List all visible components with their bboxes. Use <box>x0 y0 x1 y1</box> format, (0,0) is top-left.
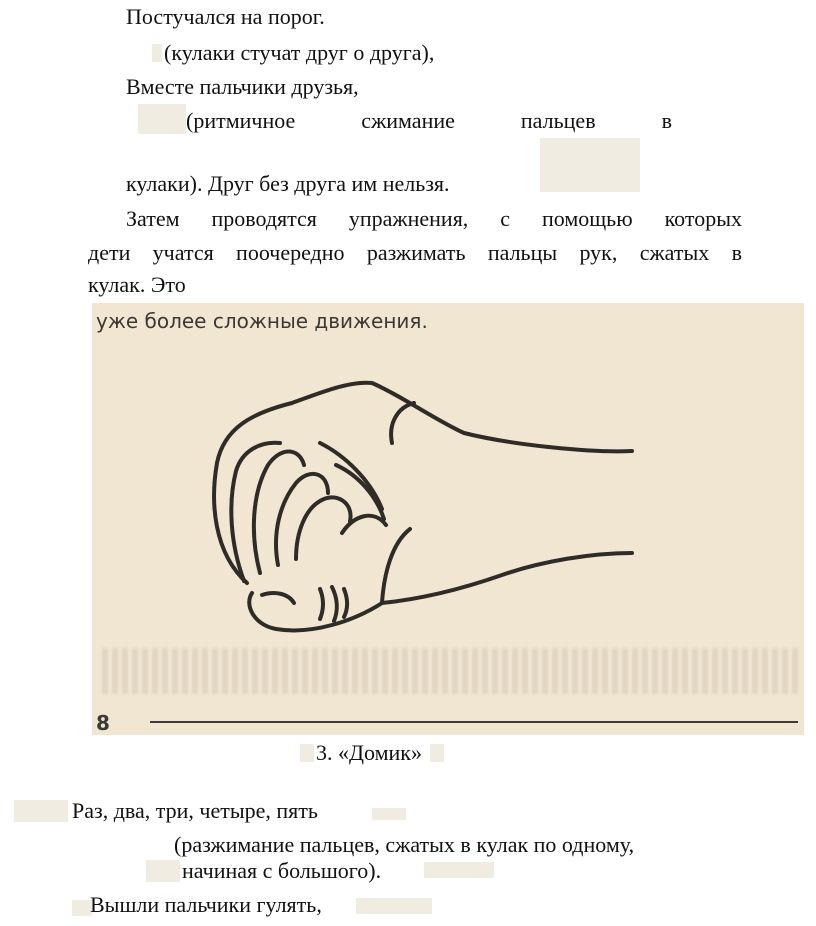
poem-line: Постучался на порог. <box>126 4 325 29</box>
poem-instruction: кулаки). Друг без друга им нельзя. <box>126 171 450 196</box>
poem-line: Раз, два, три, четыре, пять <box>72 798 318 823</box>
section-title: 3. «Домик» <box>316 740 422 765</box>
scan-smudge <box>300 744 314 762</box>
scan-smudge <box>138 104 186 134</box>
poem-line: Вышли пальчики гулять, <box>90 892 322 917</box>
poem-instruction: (кулаки стучат друг о друга), <box>164 40 435 65</box>
footer-rule <box>150 721 798 723</box>
page-number: 8 <box>96 711 110 735</box>
scan-smudge <box>356 898 432 914</box>
scan-smudge <box>430 744 444 762</box>
paragraph-line: кулак. Это <box>88 272 186 297</box>
scan-smudge <box>152 44 162 62</box>
poem-instruction: (разжимание пальцев, сжатых в кулак по одному, <box>174 832 635 857</box>
scan-smudge <box>72 900 92 916</box>
scan-smudge <box>424 862 494 878</box>
poem-line: Вместе пальчики друзья, <box>126 74 359 99</box>
scanned-illustration <box>92 303 804 735</box>
fist-hand-icon <box>92 303 804 735</box>
scan-smudge <box>372 808 406 820</box>
illustration-caption: уже более сложные движения. <box>96 309 428 333</box>
paragraph-line: Затем проводятся упражнения, с помощью которых <box>126 206 742 231</box>
scan-smudge <box>540 138 640 192</box>
scan-smudge <box>14 800 68 822</box>
poem-instruction: начиная с большого). <box>182 858 382 883</box>
poem-instruction: (ритмичное сжимание пальцев в <box>186 108 672 133</box>
scan-smudge <box>146 860 180 882</box>
paragraph-line: дети учатся поочередно разжимать пальцы рук, сжатых в <box>88 240 742 265</box>
